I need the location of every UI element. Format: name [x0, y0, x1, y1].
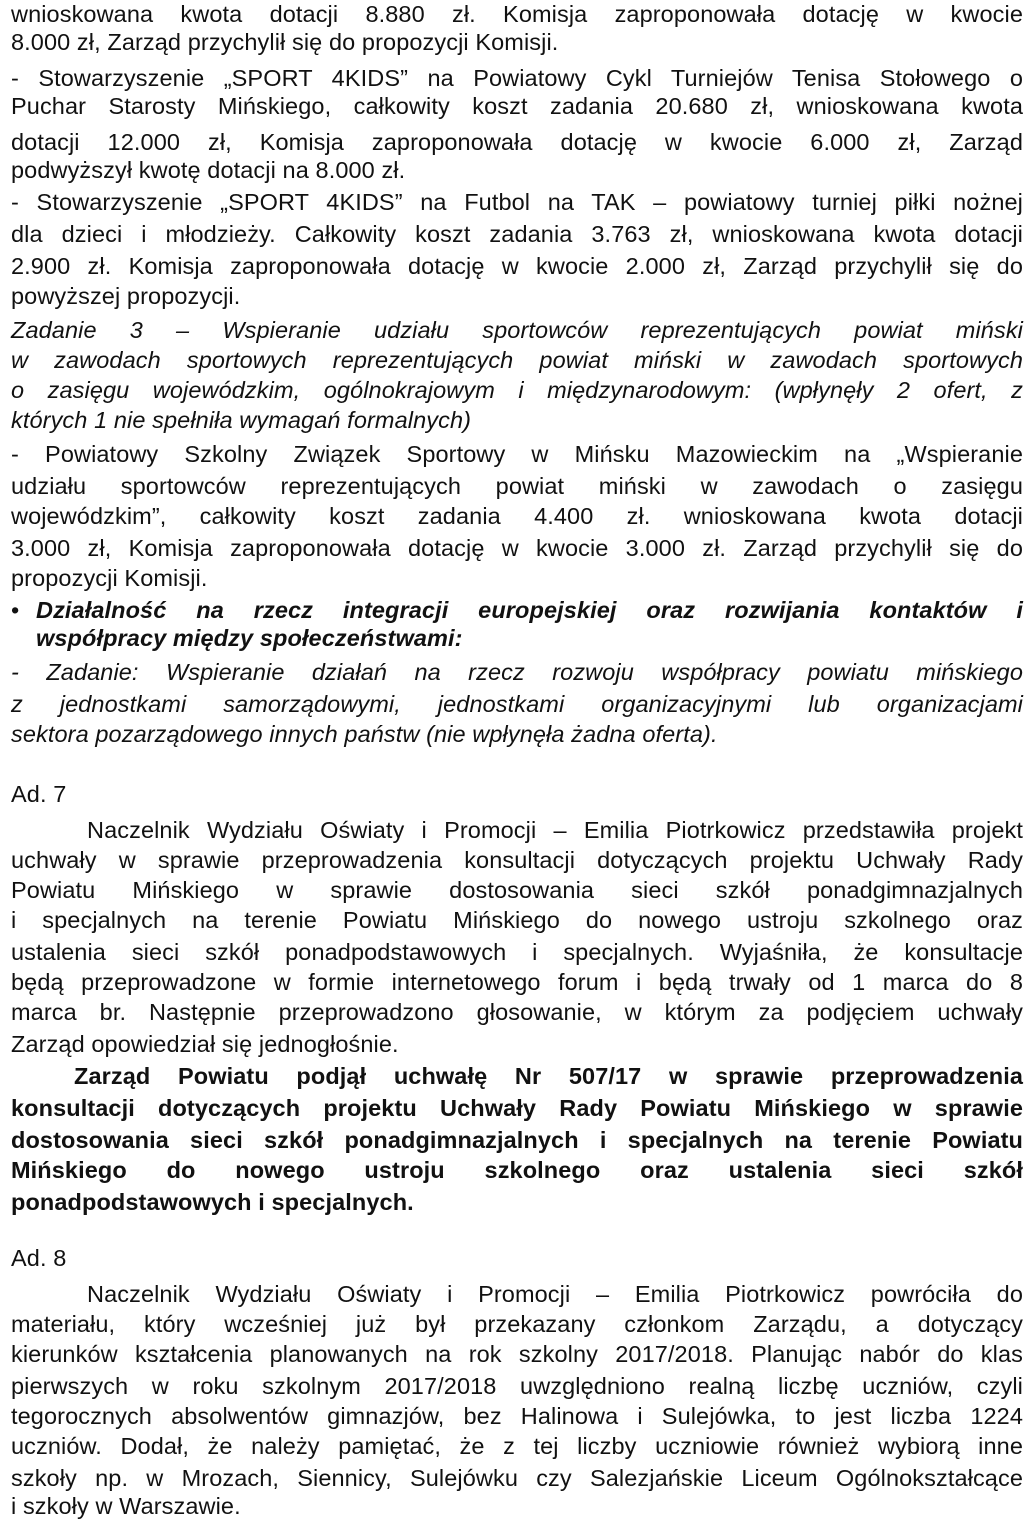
- text-line: - Powiatowy Szkolny Związek Sportowy w Mińsku Mazowieckim na „Wspieranie: [11, 441, 1023, 467]
- task3-heading-line: w zawodach sportowych reprezentujących powiat miński w zawodach sportowych: [11, 347, 1023, 373]
- text-line: tegorocznych absolwentów gimnazjów, bez Halinowa i Sulejówka, to jest liczba 1224: [11, 1403, 1023, 1429]
- section-heading-line: Działalność na rzecz integracji europejskiej oraz rozwijania kontaktów i: [36, 597, 1023, 623]
- section-heading-line: współpracy między społeczeństwami:: [36, 625, 463, 651]
- resolution-line: ponadpodstawowych i specjalnych.: [11, 1189, 414, 1215]
- task-line: z jednostkami samorządowymi, jednostkami organizacyjnymi lub organizacjami: [11, 691, 1023, 717]
- text-line: 3.000 zł, Komisja zaproponowała dotację w kwocie 3.000 zł. Zarząd przychylił się do: [11, 535, 1023, 561]
- text-line: Naczelnik Wydziału Oświaty i Promocji – Emilia Piotrkowicz powróciła do: [87, 1281, 1023, 1307]
- text-line: Powiatu Mińskiego w sprawie dostosowania sieci szkół ponadgimnazjalnych: [11, 877, 1023, 903]
- task3-heading-line: których 1 nie spełniła wymagań formalnych): [11, 407, 472, 433]
- task3-heading-line: o zasięgu wojewódzkim, ogólnokrajowym i międzynarodowym: (wpłynęły 2 ofert, z: [11, 377, 1023, 403]
- resolution-line: konsultacji dotyczących projektu Uchwały Rady Powiatu Mińskiego w sprawie: [11, 1095, 1023, 1121]
- agenda-item-label: Ad. 8: [11, 1245, 67, 1271]
- text-line: i specjalnych na terenie Powiatu Mińskiego do nowego ustroju szkolnego oraz: [11, 907, 1023, 933]
- text-line: i szkoły w Warszawie.: [11, 1493, 241, 1519]
- text-line: wnioskowana kwota dotacji 8.880 zł. Komisja zaproponowała dotację w kwocie: [11, 1, 1023, 27]
- task3-heading-line: Zadanie 3 – Wspieranie udziału sportowców reprezentujących powiat miński: [11, 317, 1023, 343]
- agenda-item-label: Ad. 7: [11, 781, 67, 807]
- text-line: ustalenia sieci szkół ponadpodstawowych i specjalnych. Wyjaśniła, że konsultacje: [11, 939, 1023, 965]
- text-line: dotacji 12.000 zł, Komisja zaproponowała dotację w kwocie 6.000 zł, Zarząd: [11, 129, 1023, 155]
- text-line: kierunków kształcenia planowanych na rok szkolny 2017/2018. Planując nabór do klas: [11, 1341, 1023, 1367]
- task-line: sektora pozarządowego innych państw (nie wpłynęła żadna oferta).: [11, 721, 718, 747]
- text-line: powyższej propozycji.: [11, 283, 241, 309]
- text-line: wojewódzkim”, całkowity koszt zadania 4.400 zł. wnioskowana kwota dotacji: [11, 503, 1023, 529]
- resolution-line: Zarząd Powiatu podjął uchwałę Nr 507/17 w sprawie przeprowadzenia: [74, 1063, 1023, 1089]
- task-line: - Zadanie: Wspieranie działań na rzecz rozwoju współpracy powiatu mińskiego: [11, 659, 1023, 685]
- text-line: propozycji Komisji.: [11, 565, 208, 591]
- text-line: 2.900 zł. Komisja zaproponowała dotację w kwocie 2.000 zł, Zarząd przychylił się do: [11, 253, 1023, 279]
- text-line: uchwały w sprawie przeprowadzenia konsultacji dotyczących projektu Uchwały Rady: [11, 847, 1023, 873]
- text-line: podwyższył kwotę dotacji na 8.000 zł.: [11, 157, 406, 183]
- text-line: 8.000 zł, Zarząd przychylił się do propozycji Komisji.: [11, 29, 559, 55]
- resolution-line: Mińskiego do nowego ustroju szkolnego oraz ustalenia sieci szkół: [11, 1157, 1023, 1183]
- text-line: Puchar Starosty Mińskiego, całkowity koszt zadania 20.680 zł, wnioskowana kwota: [11, 93, 1023, 119]
- text-line: - Stowarzyszenie „SPORT 4KIDS” na Powiatowy Cykl Turniejów Tenisa Stołowego o: [11, 65, 1023, 91]
- text-line: szkoły np. w Mrozach, Siennicy, Sulejówku czy Salezjańskie Liceum Ogólnokształcące: [11, 1465, 1023, 1491]
- text-line: uczniów. Dodał, że należy pamiętać, że z tej liczby uczniowie również wybiorą inne: [11, 1433, 1023, 1459]
- text-line: - Stowarzyszenie „SPORT 4KIDS” na Futbol na TAK – powiatowy turniej piłki nożnej: [11, 189, 1023, 215]
- text-line: udziału sportowców reprezentujących powiat miński w zawodach o zasięgu: [11, 473, 1023, 499]
- text-line: materiału, który wcześniej już był przekazany członkom Zarządu, a dotyczący: [11, 1311, 1023, 1337]
- text-line: będą przeprowadzone w formie internetowego forum i będą trwały od 1 marca do 8: [11, 969, 1023, 995]
- resolution-line: dostosowania sieci szkół ponadgimnazjalnych i specjalnych na terenie Powiatu: [11, 1127, 1023, 1153]
- text-line: dla dzieci i młodzieży. Całkowity koszt zadania 3.763 zł, wnioskowana kwota dotacji: [11, 221, 1023, 247]
- text-line: pierwszych w roku szkolnym 2017/2018 uwzględniono realną liczbę uczniów, czyli: [11, 1373, 1023, 1399]
- bullet-icon: •: [11, 597, 20, 623]
- text-line: marca br. Następnie przeprowadzono głosowanie, w którym za podjęciem uchwały: [11, 999, 1023, 1025]
- text-line: Naczelnik Wydziału Oświaty i Promocji – Emilia Piotrkowicz przedstawiła projekt: [87, 817, 1023, 843]
- text-line: Zarząd opowiedział się jednogłośnie.: [11, 1031, 399, 1057]
